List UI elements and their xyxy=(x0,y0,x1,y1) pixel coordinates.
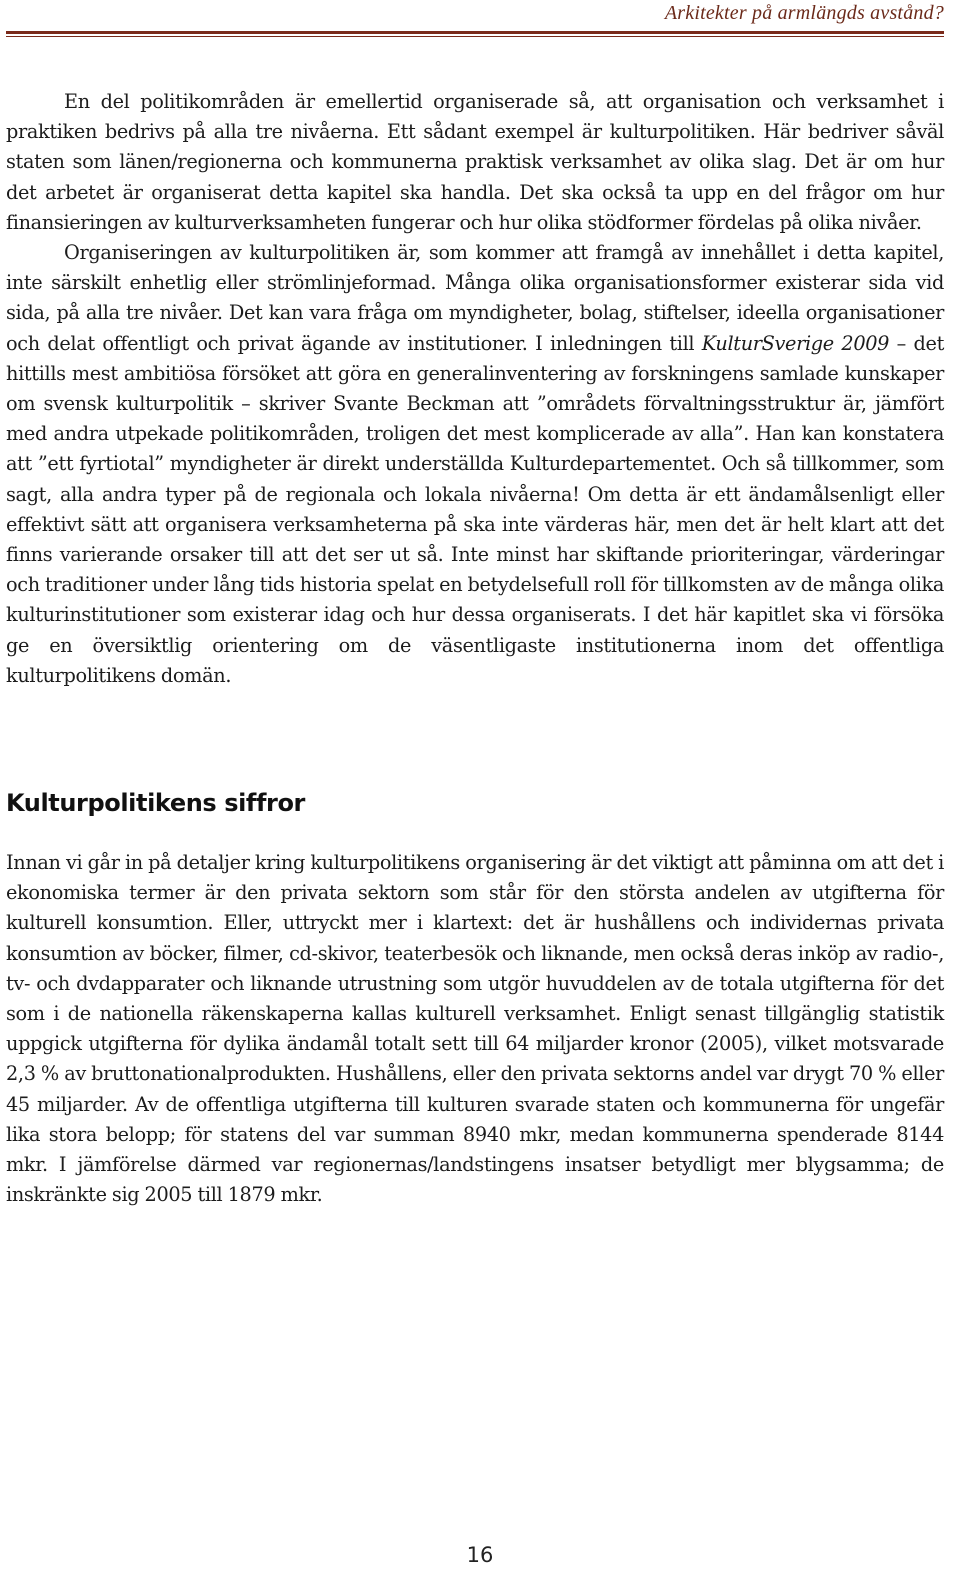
section-2-text xyxy=(6,848,944,1210)
paragraph-3: Innan vi går in på detaljer kring kulturpolitikens organisering är det viktigt att påminna om att det i ekonomiska termer är den privata sektorn som står för den största andelen av utgifterna för kulturell konsumtion. Eller, uttryckt mer i klartext: det är hushållens och individernas privata konsumtion av böcker, filmer, cd-skivor, teaterbesök och liknande, men också deras inköp av radio-, tv- och dvdapparater och liknande utrustning som utgör huvuddelen av de totala utgifterna för det som i de nationella räkenskaperna kallas kulturell verksamhet. Enligt senast tillgänglig statistik uppgick utgifterna för dylika ändamål totalt sett till 64 miljarder kronor (2005), vilket motsvarade 2,3 % av bruttonationalprodukten. Hushållens, eller den privata sektorns andel var drygt 70 % eller 45 miljarder. Av de offentliga utgifterna till kulturen svarade staten och kommunerna för ungefär lika stora belopp; för statens del var summan 8940 mkr, medan kommunerna spenderade 8144 mkr. I jämförelse därmed var regionernas/landstingens insatser betydligt mer blygsamma; de inskränkte sig 2005 till 1879 mkr. xyxy=(6,851,944,1207)
book-title-kultursverige: KulturSverige 2009 xyxy=(701,331,890,355)
section-heading: Kulturpolitikens siffror xyxy=(6,789,305,817)
paragraph-2-start: Organiseringen av kulturpolitiken är, som kommer att framgå av innehållet i detta kapitel, inte särskilt enhetlig eller strömlinjeformad. Många olika organisationsformer existerar sida vid sida, på alla tre nivåer. Det kan vara fråga om myndigheter, bolag, stiftelser, ideella organisationer och delat offentligt och privat ägande av institutioner. I inledningen till xyxy=(6,241,944,355)
paragraph-2 xyxy=(6,238,944,691)
section-1-text xyxy=(6,87,944,691)
header-rule-thick xyxy=(6,31,944,34)
running-header: Arkitekter på armlängds avstånd? xyxy=(664,2,944,24)
page-number: 16 xyxy=(466,1543,494,1567)
paragraph-2-end: – det hittills mest ambitiösa försöket att göra en generalinventering av forskningens samlade kunskaper om svensk kulturpolitik – skriver Svante Beckman att ”områdets förvaltningsstruktur är, jämfört med andra utpekade politikområden, troligen det mest komplicerade av alla”. Han kan konstatera att ”ett fyrtiotal” myndigheter är direkt underställda Kulturdepartementet. Och så tillkommer, som sagt, alla andra typer på de regionala och lokala nivåerna! Om detta är ett ändamålsenligt eller effektivt sätt att organisera verksamheterna på ska inte värderas här, men det är helt klart att det finns varierande orsaker till att det ser ut så. Inte minst har skiftande prioriteringar, värderingar och traditioner under lång tids historia spelat en betydelsefull roll för tillkomsten av de många olika kulturinstitutioner som existerar idag och hur dessa organiserats. I det här kapitlet ska vi försöka ge en översiktlig orientering om de väsentligaste institutionerna inom det offentliga kulturpolitikens domän. xyxy=(6,331,944,687)
header-rule-thin xyxy=(6,36,944,37)
paragraph-1: En del politikområden är emellertid organiserade så, att organisation och verksamhet i praktiken bedrivs på alla tre nivåerna. Ett sådant exempel är kulturpolitiken. Här bedriver såväl staten som länen/regionerna och kommunerna praktisk verksamhet av olika slag. Det är om hur det arbetet är organiserat detta kapitel ska handla. Det ska också ta upp en del frågor om hur finansieringen av kulturverksamheten fungerar och hur olika stödformer fördelas på olika nivåer. xyxy=(6,90,944,234)
